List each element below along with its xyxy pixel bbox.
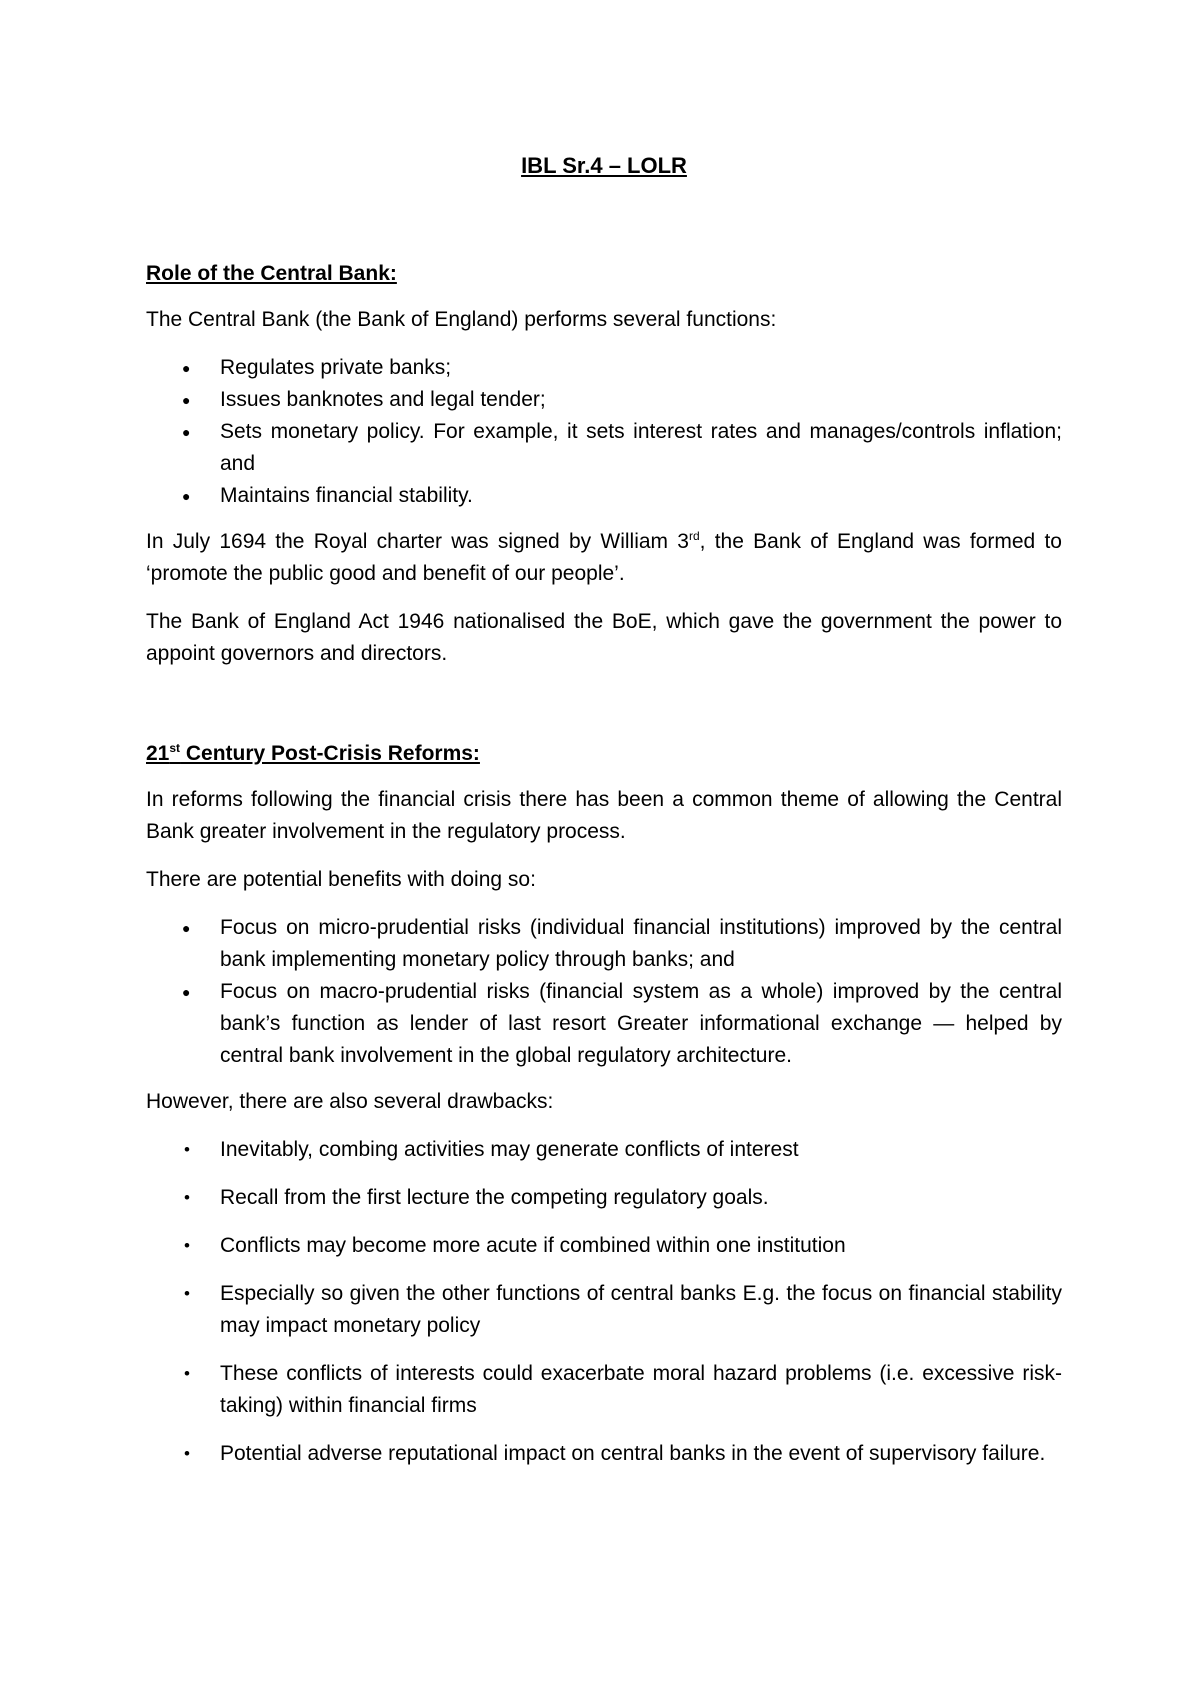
list-item: ● Issues banknotes and legal tender;: [146, 384, 1062, 416]
section-heading-role-of-central-bank: Role of the Central Bank:: [146, 262, 397, 285]
superscript-ordinal: st: [169, 741, 181, 755]
document-title: IBL Sr.4 – LOLR: [521, 153, 687, 178]
paragraph-boe-act: The Bank of England Act 1946 nationalised the BoE, which gave the government the power to appoint governors and directors.: [146, 610, 1062, 665]
list-item: ● Maintains financial stability.: [146, 480, 1062, 512]
benefits-list: [146, 912, 1062, 1072]
paragraph-text: In July 1694 the Royal charter was signed by William 3: [146, 530, 689, 553]
section-heading-post-crisis-reforms: [146, 738, 1062, 770]
paragraph-reforms-intro: In reforms following the financial crisis there has been a common theme of allowing the Central Bank greater involvement in the regulatory process.: [146, 788, 1062, 843]
heading-number: 21: [146, 742, 170, 765]
superscript-ordinal: rd: [688, 529, 700, 543]
list-item: • These conflicts of interests could exacerbate moral hazard problems (i.e. excessive risk-taking) within financial firms: [146, 1358, 1062, 1422]
list-item: • Potential adverse reputational impact on central banks in the event of supervisory failure.: [146, 1438, 1062, 1470]
list-item: ● Sets monetary policy. For example, it sets interest rates and manages/controls inflation; and: [146, 416, 1062, 480]
list-item: • Especially so given the other functions of central banks E.g. the focus on financial stability may impact monetary policy: [146, 1278, 1062, 1342]
paragraph-benefits-intro: There are potential benefits with doing so:: [146, 868, 536, 891]
paragraph-royal-charter: [146, 526, 1062, 590]
paragraph-drawbacks-intro: However, there are also several drawbacks:: [146, 1090, 554, 1113]
section-spacer: [146, 686, 1062, 738]
list-item: ● Regulates private banks;: [146, 352, 1062, 384]
list-item: • Recall from the first lecture the competing regulatory goals.: [146, 1182, 1062, 1214]
list-item: • Conflicts may become more acute if combined within one institution: [146, 1230, 1062, 1262]
heading-text: Century Post-Crisis Reforms:: [180, 742, 480, 765]
paragraph-functions-intro: The Central Bank (the Bank of England) performs several functions:: [146, 308, 777, 331]
list-item: • Inevitably, combing activities may generate conflicts of interest: [146, 1134, 1062, 1166]
document-body: [146, 150, 1062, 1486]
list-item: ● Focus on macro-prudential risks (financial system as a whole) improved by the central bank’s function as lender of last resort Greater informational exchange — helped by central bank involvement in the global regulatory architecture.: [146, 976, 1062, 1072]
paragraph-text: , the Bank of England was formed to ‘promote the public good and benefit of our people’.: [146, 530, 1062, 585]
functions-list: [146, 352, 1062, 512]
drawbacks-list: [146, 1134, 1062, 1470]
list-item: ● Focus on micro-prudential risks (individual financial institutions) improved by the central bank implementing monetary policy through banks; and: [146, 912, 1062, 976]
